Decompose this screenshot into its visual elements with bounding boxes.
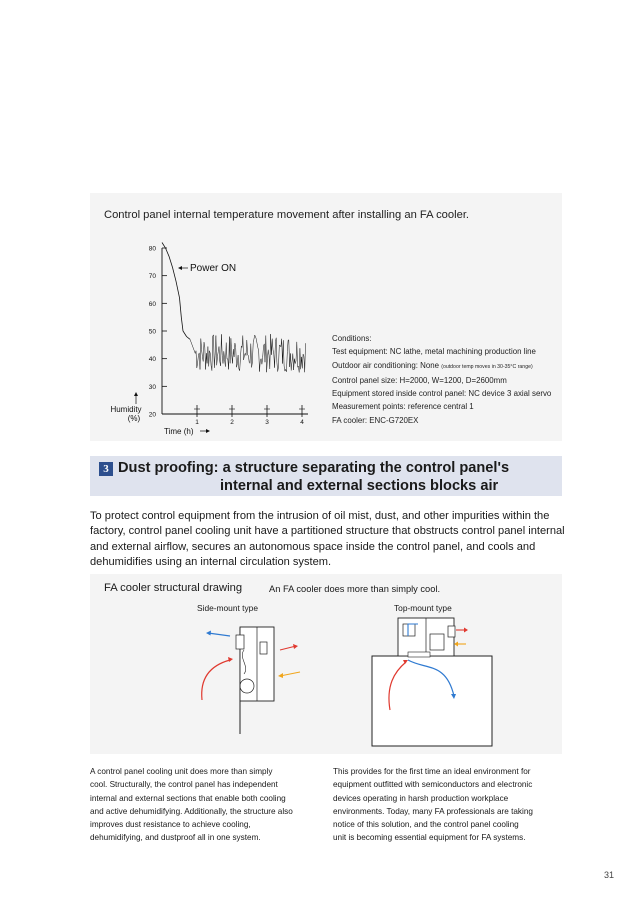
- section-title: [118, 459, 548, 495]
- top-compressor-icon: [430, 634, 444, 650]
- y-tick-label: 70: [148, 273, 156, 281]
- y-tick-label: 50: [148, 328, 156, 336]
- y-tick-label: 40: [148, 356, 156, 364]
- humidity-chart: [100, 240, 330, 440]
- x-axis-title: [164, 427, 210, 436]
- top-fan-icon: [448, 626, 455, 637]
- side-mount-label: Side-mount type: [197, 603, 258, 613]
- body-right-line: environments. Today, many FA professionals are taking: [333, 806, 533, 816]
- side-fan-icon: [236, 635, 244, 649]
- conditions-fa-cooler: FA cooler: ENC-G720EX: [332, 415, 419, 425]
- x-axis-label: Time (h): [164, 427, 194, 436]
- y-tick-label: 20: [148, 411, 156, 419]
- x-tick-label: 3: [265, 419, 269, 426]
- conditions-outdoor-air-main: Outdoor air conditioning: None: [332, 360, 440, 370]
- body-left-line: A control panel cooling unit does more than simply: [90, 767, 273, 776]
- body-right-line: equipment outfitted with semiconductors and electronic: [333, 780, 533, 790]
- section-title-line-1: Dust proofing: a structure separating the control panel's: [118, 460, 510, 476]
- power-on-annotation: [178, 263, 236, 274]
- y-tick-label: 30: [148, 383, 156, 391]
- conditions-outdoor-air-note: (outdoor temp moves in 30-35°C range): [441, 363, 533, 370]
- conditions-panel-size: Control panel size: H=2000, W=1200, D=2600mm: [332, 375, 507, 385]
- body-left-column: [90, 765, 293, 845]
- chart-title: Control panel internal temperature movement after installing an FA cooler.: [104, 209, 470, 221]
- body-right-line: devices operating in harsh production workplace: [333, 793, 509, 803]
- y-tick-label: 60: [148, 300, 156, 308]
- y-axis-title: [110, 392, 141, 423]
- intro-paragraph: To protect control equipment from the intrusion of oil mist, dust, and other impurities within the factory, control panel cooling unit have a partitioned structure that obstructs control panel internal and external airflow, secures an autonomous space inside the control panel, and cools and dehumidifies using an internal circulation system.: [90, 510, 565, 568]
- y-axis-label-line-1: Humidity: [110, 405, 142, 414]
- side-fan-icon: [260, 642, 267, 654]
- conditions-heading: Conditions:: [332, 334, 372, 343]
- side-mount-diagram: [202, 627, 300, 734]
- body-right-column: [333, 765, 533, 845]
- top-mount-label: Top-mount type: [394, 603, 452, 613]
- conditions-outdoor-air: [332, 359, 551, 374]
- body-right-line: unit is becoming essential equipment for FA systems.: [333, 833, 526, 843]
- conditions-box: [332, 332, 551, 427]
- top-mount-diagram: [372, 618, 492, 746]
- body-left-line: cool. Structurally, the control panel has independent: [90, 780, 278, 790]
- body-left-line: dehumidifying, and dustproof all in one system.: [90, 833, 261, 843]
- body-left-line: internal and external sections that enable both cooling: [90, 793, 286, 803]
- hot-air-arrow: [202, 660, 230, 700]
- body-right-line: This provides for the first time an ideal environment for: [333, 767, 531, 776]
- page-number: 31: [604, 870, 615, 880]
- x-tick-label: 1: [195, 419, 199, 426]
- humidity-decay-line: [162, 243, 190, 340]
- body-left-line: and active dehumidifying. Additionally, the structure also: [90, 806, 293, 816]
- conditions-test-equipment: Test equipment: NC lathe, metal machining production line: [332, 347, 536, 357]
- x-tick-label: 4: [300, 419, 304, 426]
- conditions-equipment-stored: Equipment stored inside control panel: NC device 3 axial servo: [332, 389, 552, 399]
- power-on-label: Power ON: [190, 263, 237, 274]
- top-panel-box: [372, 656, 492, 746]
- structure-title: FA cooler structural drawing: [104, 582, 243, 594]
- body-right-line: notice of this solution, and the control panel cooling: [333, 820, 519, 830]
- y-axis-label-line-2: (%): [127, 414, 141, 423]
- x-tick-label: 2: [230, 419, 234, 426]
- section-title-line-2: internal and external sections blocks air: [220, 478, 499, 494]
- structure-subtitle: An FA cooler does more than simply cool.: [269, 584, 441, 594]
- section-number-badge: 3: [99, 462, 113, 476]
- structural-diagram: [90, 600, 562, 750]
- y-tick-label: 80: [148, 245, 156, 253]
- top-fan-icon: [403, 624, 415, 636]
- conditions-measurement-points: Measurement points: reference central 1: [332, 402, 474, 412]
- humidity-oscillation-line: [190, 334, 306, 372]
- body-left-line: improves dust resistance to achieve cooling,: [90, 820, 251, 830]
- cool-air-arrow: [208, 633, 230, 636]
